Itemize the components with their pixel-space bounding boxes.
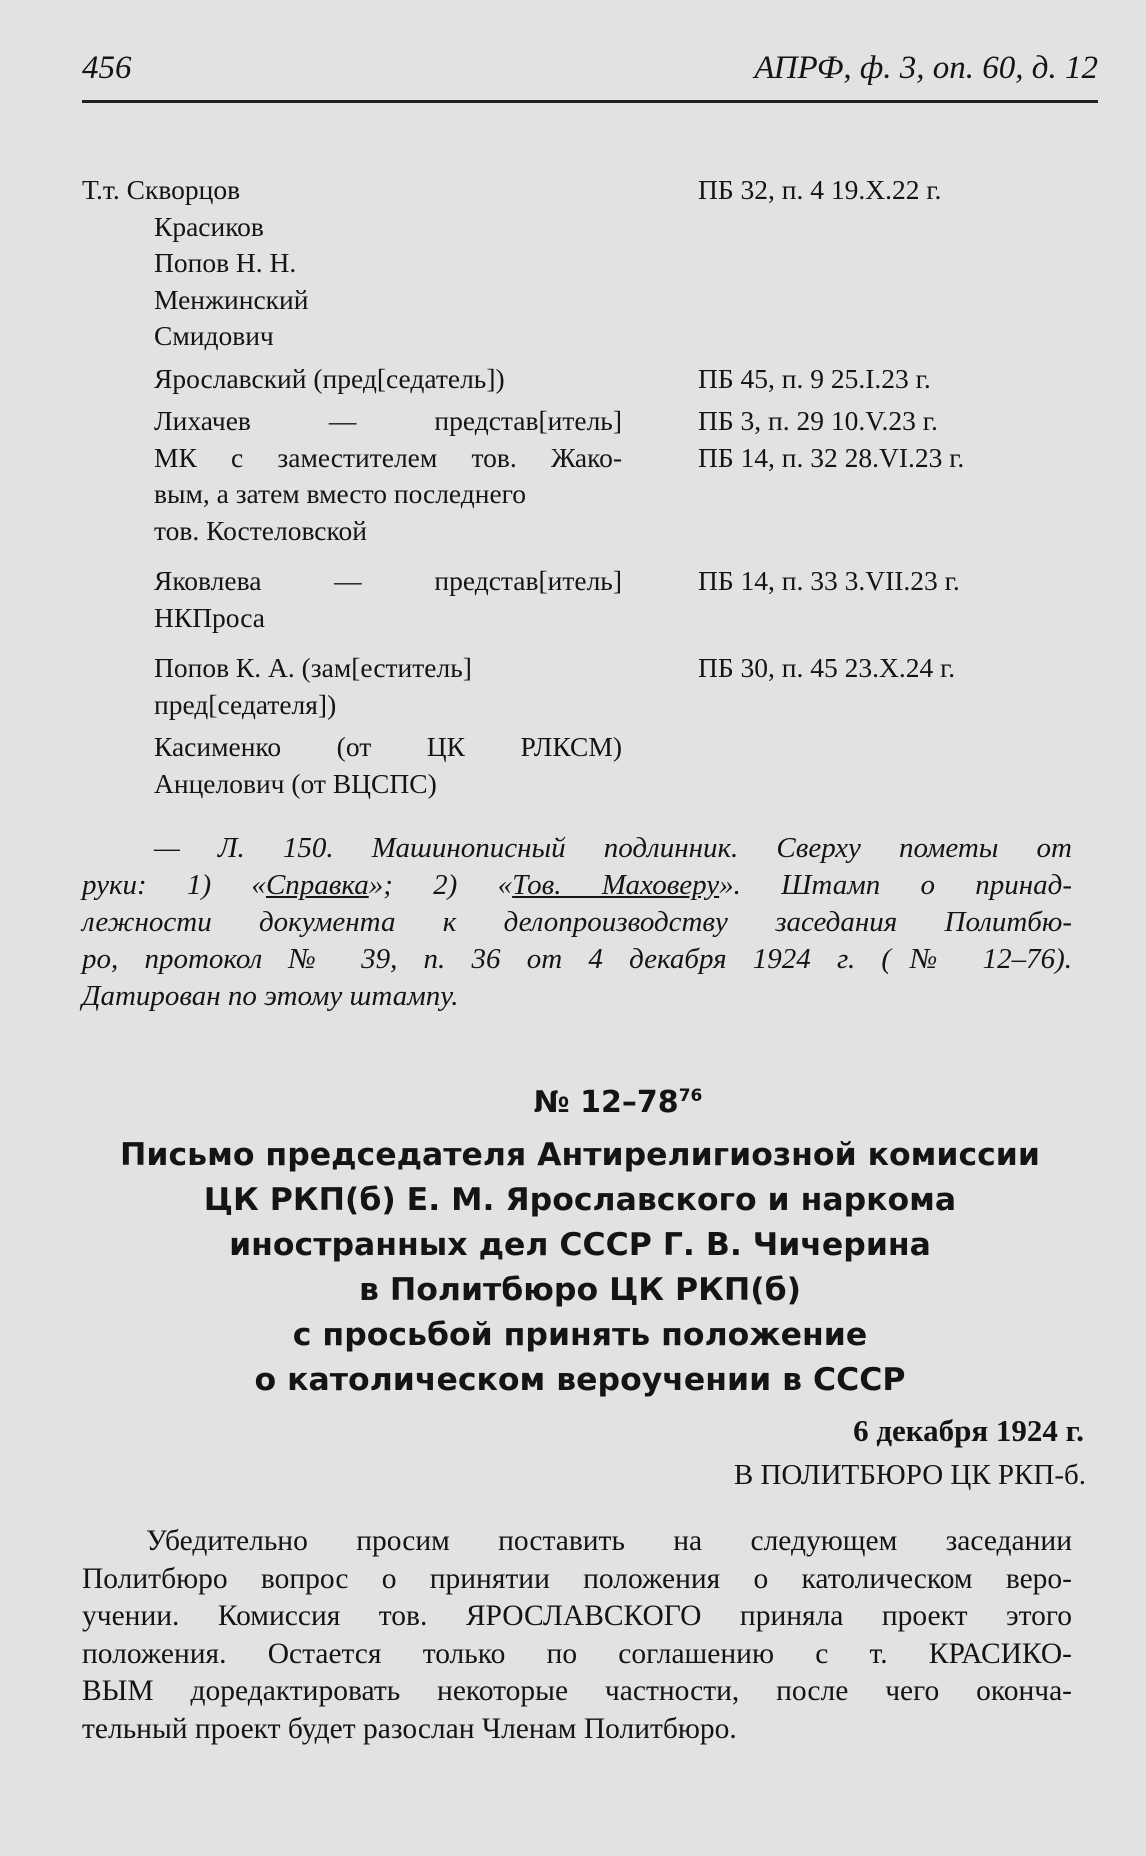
page-number: 456	[82, 50, 132, 86]
footnote-marker: 76	[678, 1086, 703, 1106]
note-fragment: »; 2) «	[368, 869, 513, 901]
archival-note	[82, 830, 1072, 1015]
document-title	[60, 1133, 1100, 1403]
member-name: Ярославский (пред[седатель])	[154, 362, 505, 394]
politburo-reference: ПБ 32, п. 4 19.X.22 г.	[698, 174, 942, 205]
body-line: Убедительно просим поставить на следующем заседании	[146, 1525, 1072, 1557]
member-name: тов. Костеловской	[154, 514, 367, 546]
politburo-reference: ПБ 3, п. 29 10.V.23 г.	[698, 405, 938, 436]
letter-body	[82, 1523, 1072, 1748]
member-name: Анцелович (от ВЦСПС)	[154, 767, 437, 799]
member-entry	[82, 440, 1092, 550]
title-line: с просьбой принять положение	[292, 1317, 868, 1353]
note-fragment: ». Штамп о принад-	[719, 869, 1072, 901]
member-name: Красиков	[154, 210, 264, 242]
member-name: Смидович	[154, 320, 274, 351]
member-entry	[82, 650, 1092, 723]
body-line: положения. Остается только по соглашению с т. КРАСИКО-	[82, 1637, 1072, 1670]
politburo-reference: ПБ 30, п. 45 23.X.24 г.	[698, 652, 956, 683]
note-fragment: руки: 1) «	[82, 869, 266, 901]
title-line: в Политбюро ЦК РКП(б)	[359, 1272, 801, 1308]
document-date: 6 декабря 1924 г.	[853, 1413, 1084, 1448]
politburo-reference: ПБ 45, п. 9 25.I.23 г.	[698, 362, 931, 394]
member-name: Менжинский	[154, 283, 309, 315]
body-line: ВЫМ доредактировать некоторые частности, после чего оконча-	[82, 1675, 1072, 1707]
mark-spravka: Справка	[265, 869, 369, 901]
addressee: В ПОЛИТБЮРО ЦК РКП-б.	[733, 1459, 1086, 1491]
member-entry	[82, 563, 1092, 636]
member-name: Яковлева — представ[итель]	[154, 565, 622, 596]
note-line: ро, протокол № 39, п. 36 от 4 декабря 1924 г. (№ 12–76).	[82, 943, 1072, 975]
title-line: Письмо председателя Антирелигиозной комиссии	[120, 1137, 1040, 1173]
member-entry	[82, 729, 1092, 802]
member-name: Лихачев — представ[итель]	[154, 405, 622, 436]
member-name: Касименко (от ЦК РЛКСМ)	[154, 731, 622, 762]
politburo-reference: ПБ 14, п. 32 28.VI.23 г.	[698, 441, 965, 473]
member-name: вым, а затем вместо последнего	[154, 478, 527, 509]
note-line	[82, 867, 1072, 904]
document-number-text: № 12–78	[533, 1085, 679, 1120]
member-entry	[82, 403, 1092, 440]
member-name: Попов К. А. (зам[еститель]	[154, 652, 472, 683]
title-line: иностранных дел СССР Г. В. Чичерина	[229, 1227, 931, 1263]
politburo-reference: ПБ 14, п. 33 3.VII.23 г.	[698, 565, 960, 596]
body-line: тельный проект будет разослан Членам Политбюро.	[82, 1712, 737, 1745]
body-line: Политбюро вопрос о принятии положения о католическом веро-	[82, 1562, 1072, 1595]
note-line: лежности документа к делопроизводству заседания Политбю-	[82, 906, 1072, 938]
member-name: пред[седателя])	[154, 688, 337, 720]
body-line: учении. Комиссия тов. ЯРОСЛАВСКОГО приняла проект этого	[82, 1600, 1072, 1632]
title-line: о католическом вероучении в СССР	[254, 1362, 906, 1398]
archive-reference: АПРФ, ф. 3, оп. 60, д. 12	[754, 50, 1098, 86]
member-name: МК с заместителем тов. Жако-	[154, 441, 622, 473]
commission-members-list	[82, 172, 1092, 802]
member-entry	[82, 172, 1092, 355]
member-name: Попов Н. Н.	[154, 247, 297, 278]
mark-tov-makhoveru: Тов. Маховеру	[512, 869, 720, 901]
page-header	[82, 50, 1098, 103]
member-name: НКПроса	[154, 601, 265, 633]
note-line: Датирован по этому штампу.	[82, 980, 459, 1012]
document-number	[0, 1085, 1146, 1120]
member-entry	[82, 361, 1092, 398]
title-line: ЦК РКП(б) Е. М. Ярославского и наркома	[203, 1182, 957, 1218]
member-name: Т.т. Скворцов	[82, 174, 241, 205]
note-line: — Л. 150. Машинописный подлинник. Сверху пометы от	[154, 832, 1072, 864]
